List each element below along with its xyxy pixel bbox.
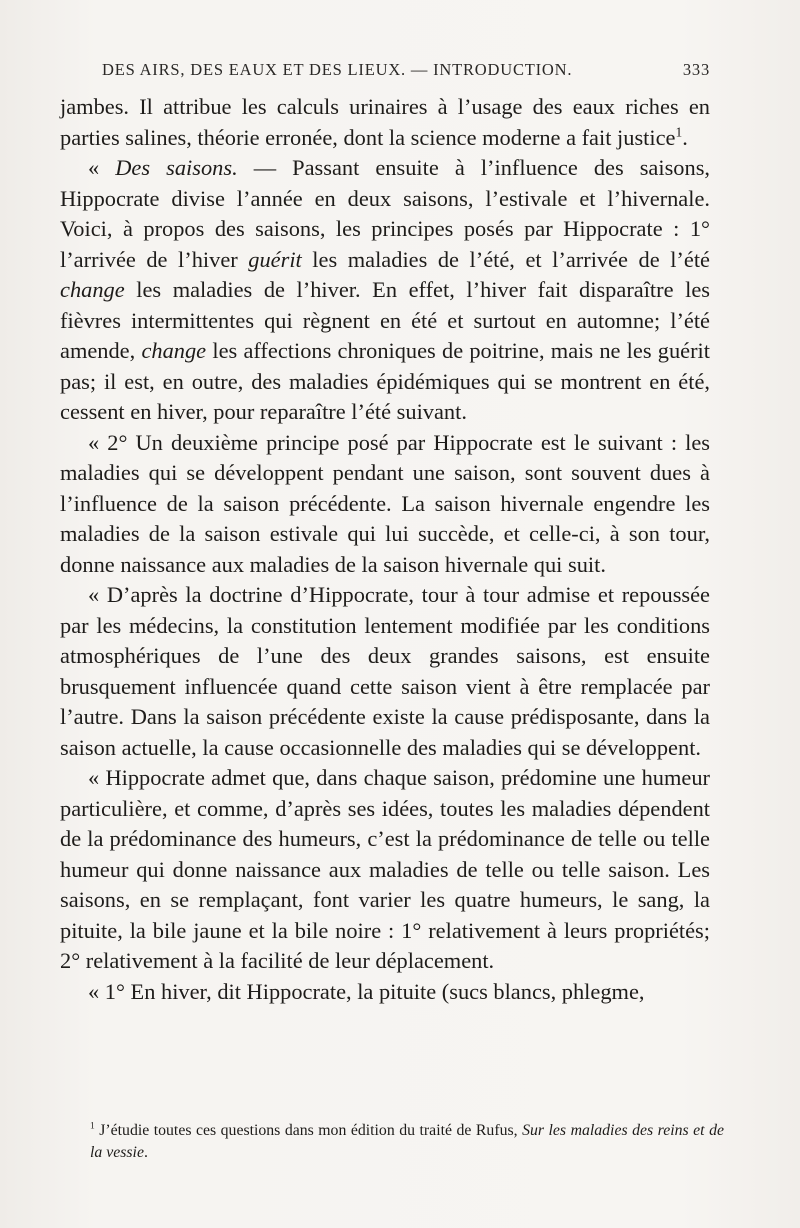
footnote-title-italic: Sur les maladies des reins et de la vessie	[90, 1122, 724, 1161]
paragraph-winter: « 1° En hiver, dit Hippocrate, la pituite (sucs blancs, phlegme,	[88, 978, 645, 1004]
paragraph-text: les affections chroniques de poitrine, mais ne les guérit pas; il est, en outre, des maladies épidémiques qui se montrent en été, cessent en hiver, pour reparaître l’été suivant.	[60, 338, 710, 424]
italic-word: change	[141, 338, 207, 363]
paragraph-doctrine: « D’après la doctrine d’Hippocrate, tour à tour admise et repoussée par les médecins, la constitution lentement modifiée par les conditions atmosphériques de l’une des deux grandes saisons, est ensuite brusquement influencée quand cette saison vient à être remplacée par l’autre. Dans la saison précédente existe la cause prédisposante, dans la saison actuelle, la cause occasionnelle des maladies qui se développent.	[60, 582, 710, 760]
page-number: 333	[682, 60, 710, 79]
paragraph-seasons	[60, 153, 710, 428]
footnote	[90, 1120, 724, 1164]
section-heading-italic: Des saisons.	[115, 155, 238, 180]
footnote-marker: 1	[90, 1121, 95, 1132]
paragraph-second-principle: « 2° Un deuxième principe posé par Hippocrate est le suivant : les maladies qui se développent pendant une saison, sont souvent dues à l’influence de la saison précédente. La saison hivernale engendre les maladies de la saison estivale qui lui succède, et celle-ci, à son tour, donne naissance aux maladies de la saison hivernale qui suit.	[60, 429, 710, 577]
paragraph-end: .	[682, 124, 688, 150]
paragraph-humours: « Hippocrate admet que, dans chaque saison, prédomine une humeur particulière, et comme, d’après ses idées, toutes les maladies dépendent de la prédominance des humeurs, c’est la prédominance de telle ou telle humeur qui donne naissance aux maladies de telle ou telle saison. Les saisons, en se remplaçant, font varier les quatre humeurs, le sang, la pituite, la bile jaune et la bile noire : 1° relativement à leurs propriétés; 2° relativement à la facilité de leur déplacement.	[60, 765, 710, 973]
running-head	[102, 60, 710, 86]
paragraph-text: jambes. Il attribue les calculs urinaires à l’usage des eaux riches en parties salines, théorie erronée, dont la science moderne a fait justice	[60, 94, 710, 150]
footnote-end: .	[143, 1144, 148, 1161]
paragraph-text: les maladies de l’hiver. En effet, l’hiver fait disparaître les fièvres intermittentes qui règnent en été et surtout en automne; l’été amende,	[60, 277, 710, 363]
footnote-text: J’étudie toutes ces questions dans mon édition du traité de Rufus,	[94, 1122, 523, 1139]
paragraph-text: les maladies de l’été, et l’arrivée de l’été	[301, 246, 710, 272]
running-title: DES AIRS, DES EAUX ET DES LIEUX. — INTRODUCTION.	[102, 60, 573, 79]
body-text	[60, 92, 710, 1007]
italic-word: guérit	[248, 246, 302, 272]
footnote-ref: 1	[675, 124, 683, 140]
quote-mark: «	[88, 155, 116, 180]
italic-word: change	[60, 277, 125, 302]
paragraph-continuation	[60, 92, 710, 153]
paragraph-text: — Passant ensuite à l’influence des saisons, Hippocrate divise l’année en deux saisons, l’estivale et l’hivernale. Voici, à propos des saisons, les principes posés par Hippocrate : 1° l’arrivée de l’hiver	[60, 155, 711, 272]
